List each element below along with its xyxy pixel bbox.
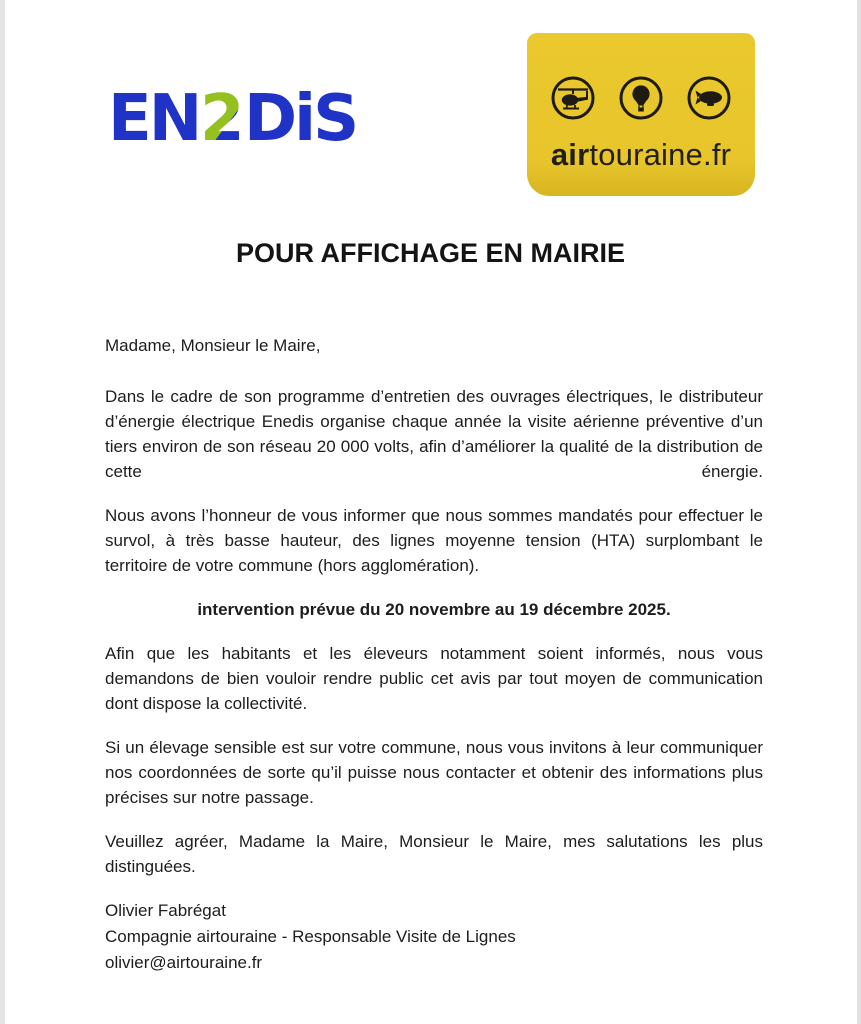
airtouraine-brand-text <box>551 137 731 173</box>
enedis-logo <box>108 82 376 159</box>
signature-block <box>105 898 763 976</box>
intervention-date-line: intervention prévue du 20 novembre au 19 décembre 2025. <box>197 600 671 619</box>
enedis-letters-dis: DiS <box>244 82 357 154</box>
airtouraine-brand-air: air <box>550 137 590 172</box>
enedis-e2-glyph: 2 <box>200 82 242 154</box>
paragraph-elevage: Si un élevage sensible est sur votre commune, nous vous invitons à leur communiquer nos coordonnées de sorte qu’il puisse nous contacter et obtenir des informations plus précises sur notre passage. <box>105 738 763 807</box>
paragraph-habitants: Afin que les habitants et les éleveurs notamment soient informés, nous vous demandons de bien vouloir rendre public cet avis par tout moyen de communication dont dispose la collectivité. <box>105 644 763 713</box>
signature-name: Olivier Fabrégat <box>105 901 226 920</box>
page-title: POUR AFFICHAGE EN MAIRIE <box>235 238 625 268</box>
airtouraine-brand-rest: touraine.fr <box>589 137 732 172</box>
greeting: Madame, Monsieur le Maire, <box>105 336 321 355</box>
airship-icon <box>686 75 732 121</box>
signature-email: olivier@airtouraine.fr <box>105 953 263 972</box>
hot-air-balloon-icon <box>618 75 664 121</box>
closing-salutation: Veuillez agréer, Madame la Maire, Monsieur le Maire, mes salutations les plus distinguées. <box>105 832 763 876</box>
page-left-edge <box>0 0 5 1024</box>
airtouraine-icon-row <box>550 75 732 121</box>
enedis-letters-en: EN <box>108 82 200 154</box>
enedis-wordmark <box>108 82 376 154</box>
paragraph-program: Dans le cadre de son programme d’entretien des ouvrages électriques, le distributeur d’énergie électrique Enedis organise chaque année la visite aérienne préventive d’un tiers environ de son réseau 20 000 volts, afin d’améliorer la qualité de la distribution de cette énergie. <box>105 387 763 481</box>
signature-organization: Compagnie airtouraine - Responsable Visite de Lignes <box>105 927 516 946</box>
paragraph-survol: Nous avons l’honneur de vous informer que nous sommes mandatés pour effectuer le survol, à très basse hauteur, des lignes moyenne tension (HTA) surplombant le territoire de votre commune (hors agglomération). <box>105 506 763 575</box>
letter-body <box>105 333 763 976</box>
page-right-edge <box>857 0 861 1024</box>
helicopter-icon <box>550 75 596 121</box>
airtouraine-logo <box>527 33 755 196</box>
